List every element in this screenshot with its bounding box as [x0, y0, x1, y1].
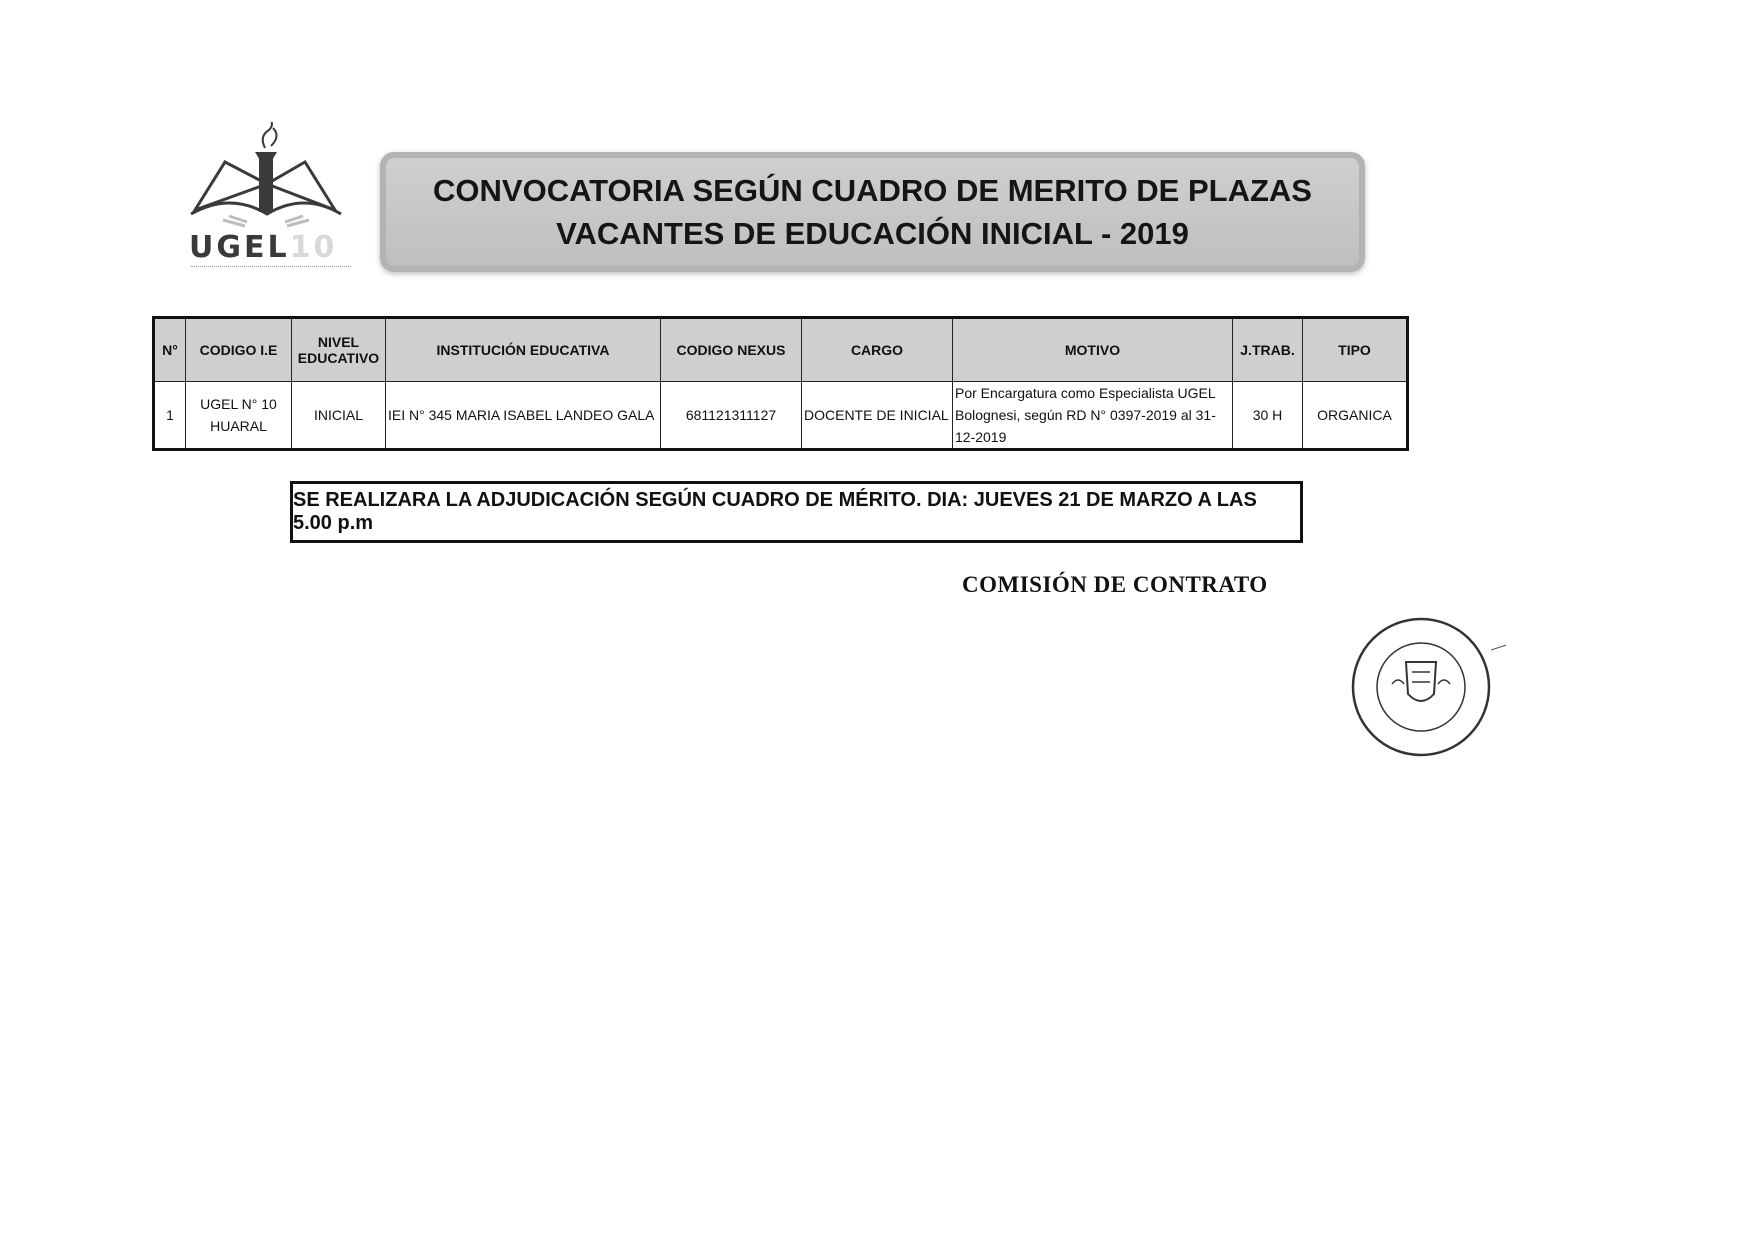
book-torch-icon: [185, 122, 355, 232]
cell-nexus: 681121311127: [661, 382, 802, 450]
header-nexus: CODIGO NEXUS: [661, 318, 802, 382]
vacancies-table: [152, 316, 1409, 451]
logo-wordmark: UGEL10: [189, 230, 338, 265]
signature-commission: COMISIÓN DE CONTRATO: [962, 572, 1268, 597]
header-motivo: MOTIVO: [953, 318, 1233, 382]
title-line-1: CONVOCATORIA SEGÚN CUADRO DE MERITO DE PLAZAS: [433, 173, 1312, 208]
header-tipo: TIPO: [1303, 318, 1408, 382]
logo-subtitle: [191, 266, 351, 269]
cell-institucion: IEI N° 345 MARIA ISABEL LANDEO GALA: [386, 382, 661, 450]
cell-nivel: INICIAL: [292, 382, 386, 450]
header-jtrab: J.TRAB.: [1233, 318, 1303, 382]
table-row: [154, 382, 1408, 450]
cell-codigo-ie: UGEL N° 10 HUARAL: [186, 382, 292, 450]
header-nivel: NIVEL EDUCATIVO: [292, 318, 386, 382]
cell-tipo: ORGANICA: [1303, 382, 1408, 450]
cell-num: 1: [154, 382, 186, 450]
title-line-2: VACANTES DE EDUCACIÓN INICIAL - 2019: [556, 216, 1189, 251]
header-num: N°: [154, 318, 186, 382]
ugel-logo: [185, 122, 355, 272]
cell-jtrab: 30 H: [1233, 382, 1303, 450]
adjudication-notice: SE REALIZARA LA ADJUDICACIÓN SEGÚN CUADRO DE MÉRITO. DIA: JUEVES 21 DE MARZO A LAS 5.00 p.m: [290, 481, 1303, 543]
header-institucion: INSTITUCIÓN EDUCATIVA: [386, 318, 661, 382]
cell-cargo: DOCENTE DE INICIAL: [802, 382, 953, 450]
header-cargo: CARGO: [802, 318, 953, 382]
table-header-row: [154, 318, 1408, 382]
official-seal-icon: [1336, 612, 1506, 762]
cell-motivo: Por Encargatura como Especialista UGEL Bolognesi, según RD N° 0397-2019 al 31-12-2019: [953, 382, 1233, 450]
title-banner: [380, 152, 1365, 272]
header-codigo-ie: CODIGO I.E: [186, 318, 292, 382]
